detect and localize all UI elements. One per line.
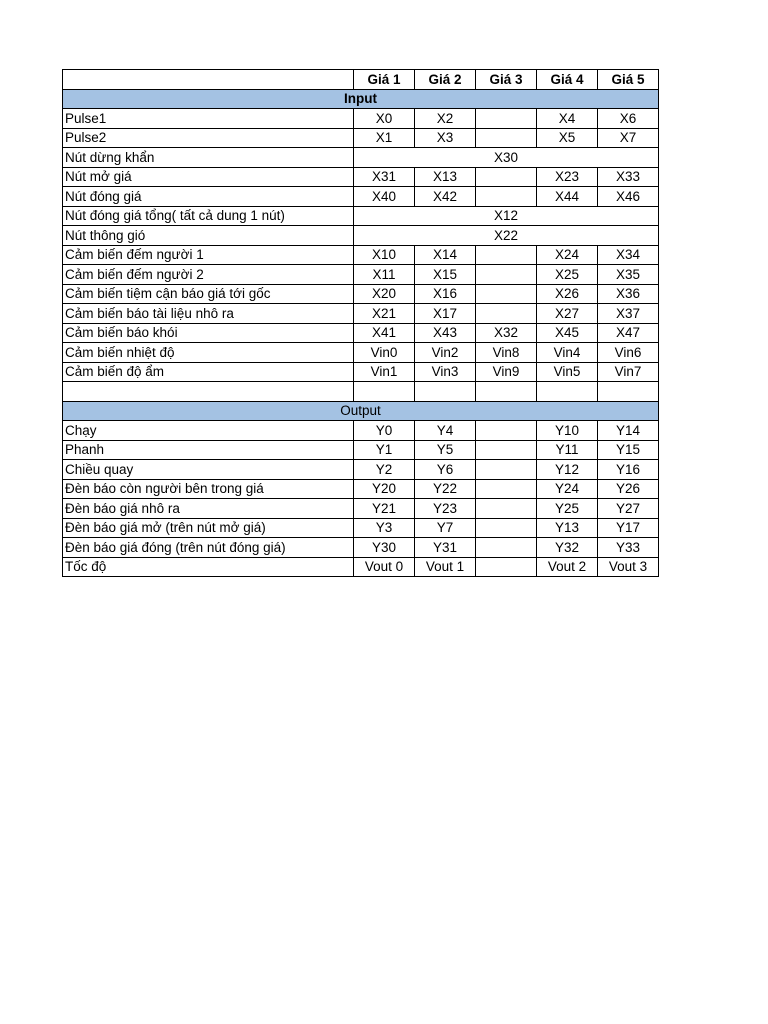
row-label-cell[interactable]: Đèn báo còn người bên trong giá <box>63 479 354 499</box>
value-cell-gia-5[interactable]: Vin6 <box>598 343 659 363</box>
value-cell-gia-4[interactable]: X23 <box>537 167 598 187</box>
value-cell-gia-3[interactable] <box>476 187 537 207</box>
value-cell-gia-2[interactable]: Vin3 <box>415 362 476 382</box>
value-cell-gia-3[interactable] <box>476 284 537 304</box>
row-label-cell[interactable]: Đèn báo giá mở (trên nút mở giá) <box>63 518 354 538</box>
row-label-cell[interactable]: Cảm biến đếm người 2 <box>63 265 354 285</box>
value-cell-gia-5[interactable]: Vin7 <box>598 362 659 382</box>
value-cell-gia-5[interactable]: X46 <box>598 187 659 207</box>
row-label-cell[interactable]: Nút đóng giá <box>63 187 354 207</box>
table-row <box>63 148 659 168</box>
table-row <box>63 206 659 226</box>
value-cell-gia-5[interactable]: X34 <box>598 245 659 265</box>
value-cell-gia-2[interactable]: X15 <box>415 265 476 285</box>
row-label-cell[interactable]: Nút đóng giá tổng( tất cả dung 1 nút) <box>63 206 354 226</box>
row-label-cell[interactable]: Chiều quay <box>63 460 354 480</box>
table-row <box>63 304 659 324</box>
table-row <box>63 382 659 402</box>
value-cell-gia-5[interactable]: X47 <box>598 323 659 343</box>
value-cell-gia-1[interactable]: Y1 <box>354 440 415 460</box>
value-cell-gia-3[interactable] <box>476 128 537 148</box>
value-cell-gia-5[interactable]: Y16 <box>598 460 659 480</box>
value-cell-gia-1[interactable]: X20 <box>354 284 415 304</box>
output-section-header <box>63 401 659 421</box>
value-cell-gia-4[interactable]: Y32 <box>537 538 598 558</box>
value-cell-gia-2[interactable]: X3 <box>415 128 476 148</box>
value-cell-gia-1[interactable]: Y21 <box>354 499 415 519</box>
row-label-cell[interactable]: Chạy <box>63 421 354 441</box>
table-row <box>63 421 659 441</box>
value-cell-gia-4[interactable]: Y25 <box>537 499 598 519</box>
table-row <box>63 323 659 343</box>
value-cell-gia-2[interactable]: Y31 <box>415 538 476 558</box>
value-cell-gia-3[interactable] <box>476 245 537 265</box>
value-cell-gia-5[interactable]: Y27 <box>598 499 659 519</box>
value-cell-gia-3[interactable] <box>476 109 537 129</box>
row-label-cell[interactable]: Phanh <box>63 440 354 460</box>
value-cell-gia-1[interactable]: Y20 <box>354 479 415 499</box>
value-cell-gia-2[interactable]: X42 <box>415 187 476 207</box>
value-cell-gia-5[interactable]: Y17 <box>598 518 659 538</box>
io-assignment-table <box>62 69 659 577</box>
value-cell-gia-4[interactable]: Y12 <box>537 460 598 480</box>
value-cell-gia-3[interactable]: X32 <box>476 323 537 343</box>
value-cell-gia-5[interactable]: X6 <box>598 109 659 129</box>
table-body <box>63 70 659 577</box>
value-cell-gia-2[interactable]: X14 <box>415 245 476 265</box>
value-cell-gia-2[interactable]: X17 <box>415 304 476 324</box>
row-label-cell[interactable]: Cảm biến báo tài liệu nhô ra <box>63 304 354 324</box>
table-row <box>63 518 659 538</box>
merged-value-cell[interactable]: X30 <box>354 148 659 168</box>
value-cell-gia-2[interactable]: X13 <box>415 167 476 187</box>
table-row <box>63 245 659 265</box>
table-row <box>63 538 659 558</box>
table-row <box>63 460 659 480</box>
value-cell-gia-3[interactable] <box>476 421 537 441</box>
value-cell-gia-2[interactable]: Y23 <box>415 499 476 519</box>
value-cell-gia-3[interactable] <box>476 304 537 324</box>
value-cell-gia-4[interactable]: Y10 <box>537 421 598 441</box>
header-cell-gia-1[interactable]: Giá 1 <box>354 70 415 90</box>
row-label-cell[interactable]: Nút thông gió <box>63 226 354 246</box>
table-row <box>63 284 659 304</box>
value-cell-gia-4[interactable]: X45 <box>537 323 598 343</box>
value-cell-gia-3[interactable]: Vin8 <box>476 343 537 363</box>
value-cell-gia-3[interactable] <box>476 167 537 187</box>
value-cell-gia-4[interactable]: X27 <box>537 304 598 324</box>
value-cell-gia-1[interactable] <box>354 382 415 402</box>
value-cell-gia-3[interactable] <box>476 538 537 558</box>
value-cell-gia-5[interactable]: X33 <box>598 167 659 187</box>
value-cell-gia-2[interactable]: X16 <box>415 284 476 304</box>
table-row <box>63 109 659 129</box>
row-label-cell[interactable]: Cảm biến báo khói <box>63 323 354 343</box>
value-cell-gia-4[interactable]: X5 <box>537 128 598 148</box>
table-row <box>63 440 659 460</box>
value-cell-gia-5[interactable]: X35 <box>598 265 659 285</box>
value-cell-gia-4[interactable]: Vin5 <box>537 362 598 382</box>
table-row <box>63 265 659 285</box>
row-label-cell[interactable]: Cảm biến độ ẩm <box>63 362 354 382</box>
row-label-cell[interactable]: Nút dừng khẩn <box>63 148 354 168</box>
value-cell-gia-5[interactable]: Y14 <box>598 421 659 441</box>
value-cell-gia-3[interactable] <box>476 518 537 538</box>
value-cell-gia-5[interactable]: Y33 <box>598 538 659 558</box>
value-cell-gia-1[interactable]: X0 <box>354 109 415 129</box>
value-cell-gia-1[interactable]: Y2 <box>354 460 415 480</box>
row-label-cell[interactable]: Cảm biến nhiệt độ <box>63 343 354 363</box>
value-cell-gia-2[interactable]: X2 <box>415 109 476 129</box>
row-label-cell[interactable]: Đèn báo giá đóng (trên nút đóng giá) <box>63 538 354 558</box>
value-cell-gia-2[interactable]: Y6 <box>415 460 476 480</box>
value-cell-gia-5[interactable]: Vout 3 <box>598 557 659 577</box>
row-label-cell[interactable]: Pulse1 <box>63 109 354 129</box>
row-label-cell[interactable]: Pulse2 <box>63 128 354 148</box>
value-cell-gia-1[interactable]: Vin1 <box>354 362 415 382</box>
input-section-header <box>63 89 659 109</box>
header-cell-gia-3[interactable]: Giá 3 <box>476 70 537 90</box>
value-cell-gia-1[interactable]: Y0 <box>354 421 415 441</box>
merged-value-cell[interactable]: X12 <box>354 206 659 226</box>
value-cell-gia-2[interactable] <box>415 382 476 402</box>
table-row <box>63 187 659 207</box>
value-cell-gia-1[interactable]: Y3 <box>354 518 415 538</box>
header-row <box>63 70 659 90</box>
value-cell-gia-3[interactable] <box>476 265 537 285</box>
value-cell-gia-4[interactable]: Vin4 <box>537 343 598 363</box>
value-cell-gia-2[interactable]: X43 <box>415 323 476 343</box>
value-cell-gia-1[interactable]: X1 <box>354 128 415 148</box>
table-row <box>63 499 659 519</box>
value-cell-gia-1[interactable]: Vin0 <box>354 343 415 363</box>
output-section-title[interactable]: Output <box>63 401 659 421</box>
value-cell-gia-1[interactable]: Y30 <box>354 538 415 558</box>
table-row <box>63 167 659 187</box>
value-cell-gia-1[interactable]: Vout 0 <box>354 557 415 577</box>
table-row <box>63 557 659 577</box>
value-cell-gia-2[interactable]: Y22 <box>415 479 476 499</box>
value-cell-gia-1[interactable]: X31 <box>354 167 415 187</box>
value-cell-gia-4[interactable]: Y11 <box>537 440 598 460</box>
value-cell-gia-4[interactable]: X4 <box>537 109 598 129</box>
table-row <box>63 479 659 499</box>
value-cell-gia-4[interactable]: X26 <box>537 284 598 304</box>
value-cell-gia-1[interactable]: X40 <box>354 187 415 207</box>
value-cell-gia-4[interactable]: Y13 <box>537 518 598 538</box>
row-label-cell[interactable] <box>63 382 354 402</box>
row-label-cell[interactable]: Cảm biến đếm người 1 <box>63 245 354 265</box>
value-cell-gia-3[interactable] <box>476 382 537 402</box>
header-cell-gia-4[interactable]: Giá 4 <box>537 70 598 90</box>
value-cell-gia-3[interactable] <box>476 460 537 480</box>
table-row <box>63 343 659 363</box>
value-cell-gia-1[interactable]: X10 <box>354 245 415 265</box>
row-label-cell[interactable]: Tốc độ <box>63 557 354 577</box>
value-cell-gia-1[interactable]: X11 <box>354 265 415 285</box>
value-cell-gia-4[interactable]: Y24 <box>537 479 598 499</box>
value-cell-gia-4[interactable]: X24 <box>537 245 598 265</box>
value-cell-gia-2[interactable]: Vin2 <box>415 343 476 363</box>
value-cell-gia-5[interactable]: Y26 <box>598 479 659 499</box>
value-cell-gia-5[interactable]: X7 <box>598 128 659 148</box>
value-cell-gia-3[interactable] <box>476 479 537 499</box>
value-cell-gia-5[interactable]: Y15 <box>598 440 659 460</box>
value-cell-gia-4[interactable]: X44 <box>537 187 598 207</box>
merged-value-cell[interactable]: X22 <box>354 226 659 246</box>
header-cell-gia-2[interactable]: Giá 2 <box>415 70 476 90</box>
table-row <box>63 226 659 246</box>
value-cell-gia-1[interactable]: X41 <box>354 323 415 343</box>
row-label-cell[interactable]: Cảm biến tiệm cận báo giá tới gốc <box>63 284 354 304</box>
value-cell-gia-4[interactable]: X25 <box>537 265 598 285</box>
value-cell-gia-2[interactable]: Y5 <box>415 440 476 460</box>
row-label-cell[interactable]: Nút mở giá <box>63 167 354 187</box>
value-cell-gia-5[interactable] <box>598 382 659 402</box>
value-cell-gia-1[interactable]: X21 <box>354 304 415 324</box>
header-cell-gia-5[interactable]: Giá 5 <box>598 70 659 90</box>
header-cell-corner[interactable] <box>63 70 354 90</box>
table-row <box>63 128 659 148</box>
row-label-cell[interactable]: Đèn báo giá nhô ra <box>63 499 354 519</box>
value-cell-gia-2[interactable]: Vout 1 <box>415 557 476 577</box>
table-row <box>63 362 659 382</box>
value-cell-gia-3[interactable] <box>476 499 537 519</box>
value-cell-gia-4[interactable] <box>537 382 598 402</box>
value-cell-gia-2[interactable]: Y4 <box>415 421 476 441</box>
value-cell-gia-5[interactable]: X36 <box>598 284 659 304</box>
value-cell-gia-3[interactable] <box>476 440 537 460</box>
value-cell-gia-2[interactable]: Y7 <box>415 518 476 538</box>
input-section-title[interactable]: Input <box>63 89 659 109</box>
value-cell-gia-3[interactable] <box>476 557 537 577</box>
value-cell-gia-3[interactable]: Vin9 <box>476 362 537 382</box>
value-cell-gia-4[interactable]: Vout 2 <box>537 557 598 577</box>
value-cell-gia-5[interactable]: X37 <box>598 304 659 324</box>
